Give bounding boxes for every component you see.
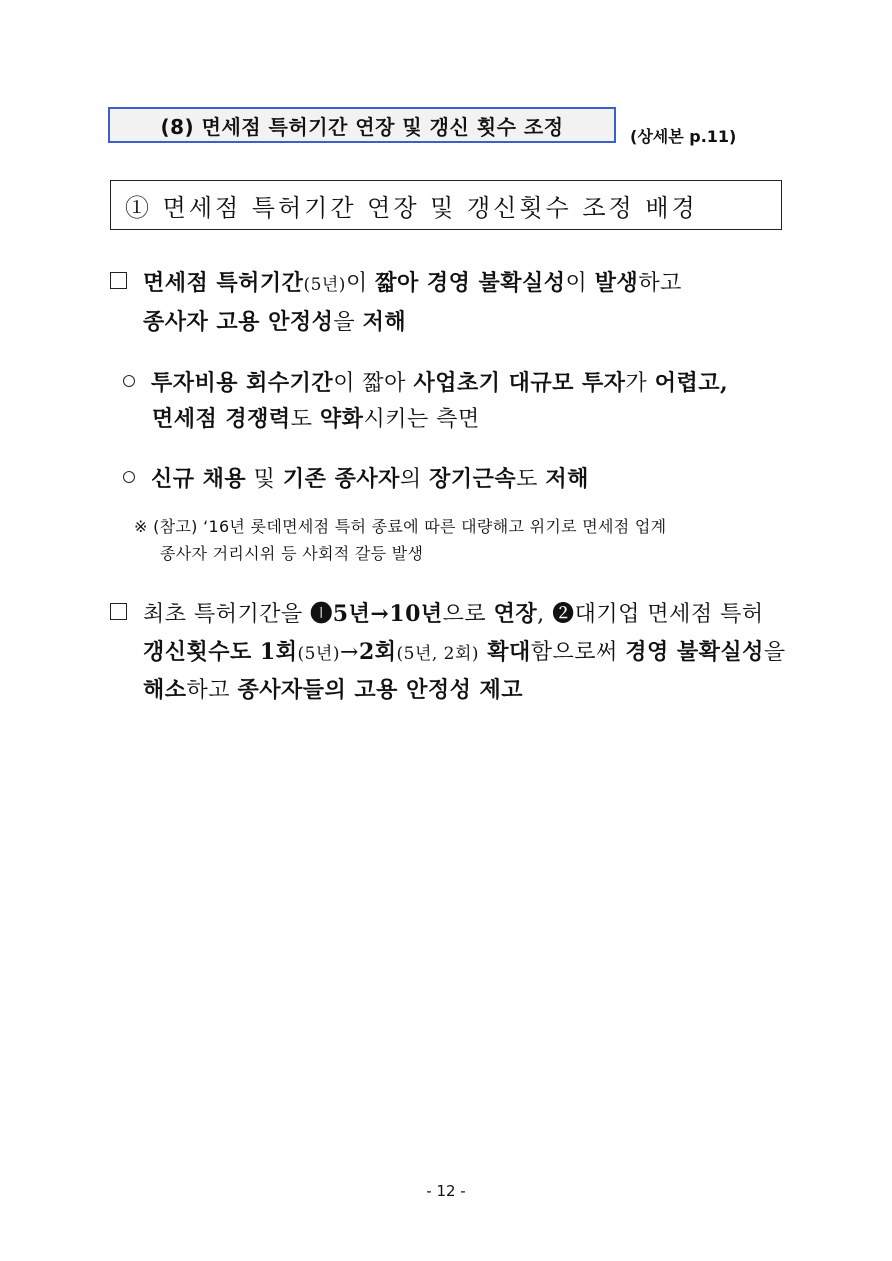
sub1-line1: 투자비용 회수기간이 짧아 사업초기 대규모 투자가 어렵고, [123,366,728,397]
reference-note-line1: ※ (참고) ‘16년 롯데면세점 특허 종료에 따른 대량해고 위기로 면세점 업계 [134,517,667,536]
block1-line1: 면세점 특허기간(5년)이 짧아 경영 불확실성이 발생하고 [110,266,682,297]
block2-line2: 갱신횟수도 1회(5년)→2회(5년, 2회) 확대함으로써 경영 불확실성을 [143,639,786,665]
block1-line2: 종사자 고용 안정성을 저해 [143,309,407,335]
square-bullet-icon [110,603,127,620]
topic-title-box [110,180,782,230]
section-title-box [108,107,616,143]
topic-title: ① 면세점 특허기간 연장 및 갱신횟수 조정 배경 [125,193,698,222]
section-title: (8) 면세점 특허기간 연장 및 갱신 횟수 조정 [160,114,564,139]
reference-note-line2: 종사자 거리시위 등 사회적 갈등 발생 [160,544,424,563]
page-number: - 12 - [426,1182,466,1200]
square-bullet-icon [110,272,127,289]
detail-reference: (상세본 p.11) [630,127,737,146]
circle-bullet-icon [123,471,135,483]
sub2-line1: 신규 채용 및 기존 종사자의 장기근속도 저해 [123,462,589,493]
block2-line1: 최초 특허기간을 ❶5년→10년으로 연장, ❷대기업 면세점 특허 [110,597,764,628]
circle-bullet-icon [123,375,135,387]
block2-line3: 해소하고 종사자들의 고용 안정성 제고 [143,677,524,703]
sub1-line2: 면세점 경쟁력도 약화시키는 측면 [152,406,480,432]
